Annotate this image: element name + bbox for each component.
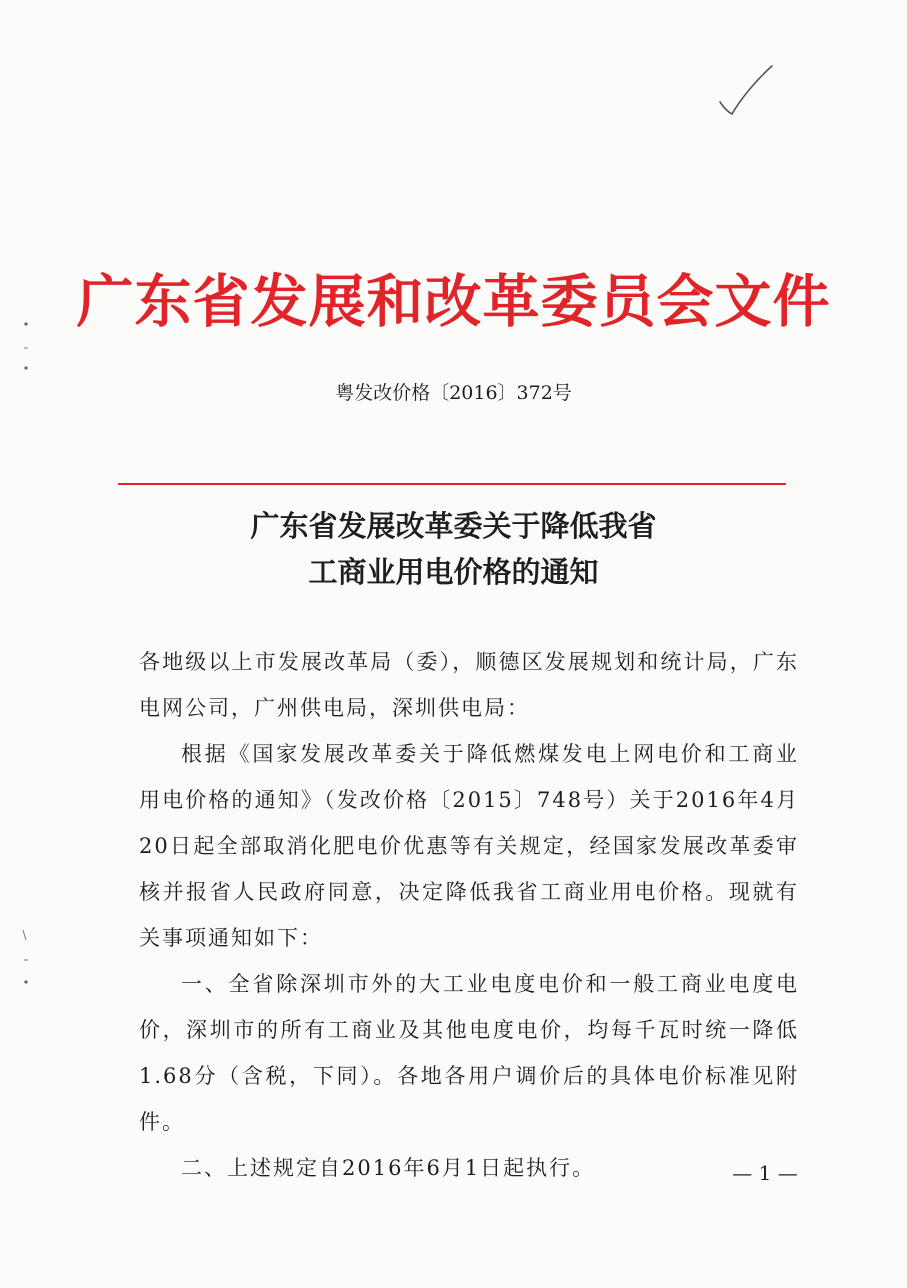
- page-number: — 1 —: [732, 1161, 798, 1185]
- body-paragraph-1: 根据《国家发展改革委关于降低燃煤发电上网电价和工商业用电价格的通知》（发改价格〔2015〕748号）关于2016年4月20日起全部取消化肥电价优惠等有关规定，经国家发展改革委审核并报省人民政府同意，决定降低我省工商业用电价格。现就有关事项通知如下：: [139, 742, 800, 950]
- notice-title-line-1: 广东省发展改革委关于降低我省: [250, 509, 657, 543]
- notice-body: [139, 639, 799, 1191]
- handwritten-checkmark: [716, 62, 776, 118]
- notice-title: [0, 503, 907, 595]
- notice-title-line-2: 工商业用电价格的通知: [308, 555, 599, 589]
- red-separator-line: [118, 483, 786, 485]
- addressee-paragraph: 各地级以上市发展改革局（委），顺德区发展规划和统计局，广东电网公司，广州供电局，深圳供电局：: [139, 650, 799, 720]
- document-number: 粤发改价格〔2016〕372号: [335, 382, 572, 404]
- binding-hole-marks: [14, 310, 38, 1010]
- body-paragraph-2: 一、全省除深圳市外的大工业电度电价和一般工商业电度电价，深圳市的所有工商业及其他电度电价，均每千瓦时统一降低1.68分（含税，下同）。各地各用户调价后的具体电价标准见附件。: [139, 972, 799, 1134]
- issuing-authority-title: 广东省发展和改革委员会文件: [76, 269, 831, 335]
- body-paragraph-3: 二、上述规定自2016年6月1日起执行。: [181, 1156, 596, 1180]
